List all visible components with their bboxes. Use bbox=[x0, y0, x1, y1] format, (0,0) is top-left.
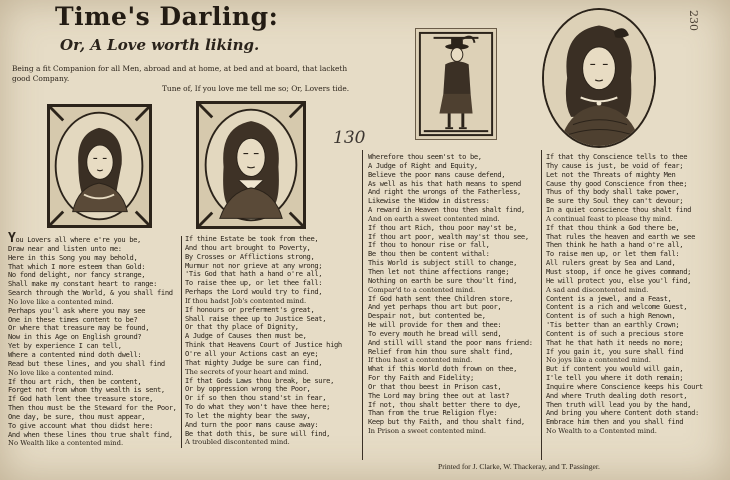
verse-line: That he that hath it needs no more; bbox=[546, 337, 684, 347]
tune-text: Tune of, If you love me tell me so; Or, Lovers tide. bbox=[162, 84, 350, 93]
verse-line: To raise thee up, or let thee fall: bbox=[185, 278, 323, 288]
verse-line: Be sure thy Soul they can't devour; bbox=[546, 196, 684, 206]
verse-line: Nothing on earth be sure thou'lt find, bbox=[368, 275, 517, 285]
verse-line: He will provide for them and thee: bbox=[368, 320, 502, 330]
man-wig-portrait-icon bbox=[196, 101, 306, 229]
verse-line: That rules the heaven and earth we see bbox=[546, 231, 695, 241]
verse-line: If thou to honour rise or fall, bbox=[368, 240, 490, 250]
verse-line: Shall make my constant heart to range: bbox=[8, 279, 157, 289]
verse-line: Then thou must be the Steward for the Poor, bbox=[8, 403, 177, 413]
verse-line: O're all your Actions cast an eye; bbox=[185, 348, 319, 358]
verse-line: Inquire where Conscience keeps his Court bbox=[546, 381, 703, 391]
verse-line: No Wealth to a Contented mind. bbox=[546, 427, 657, 436]
verse-line: If thou hast a contented mind. bbox=[368, 356, 473, 365]
verse-line: Or if so then thou stand'st in fear, bbox=[185, 393, 327, 403]
verse-line: Perhaps you'l ask where you may see bbox=[8, 305, 146, 315]
corner-number: 230 bbox=[687, 10, 700, 31]
verse-line: Draw near and listen unto me: bbox=[8, 243, 122, 253]
verse-line: Murmur not nor grieve at any wrong; bbox=[185, 260, 323, 270]
verse-line: A Judge of Right and Equity, bbox=[368, 160, 478, 170]
verse-line: The secrets of your heart and mind. bbox=[185, 367, 309, 376]
verse-line: Then truth will lead you by the hand, bbox=[546, 399, 692, 409]
verse-line: A reward in Heaven thou then shalt find, bbox=[368, 205, 525, 215]
verse-line: Content is of such a high Renown, bbox=[546, 311, 676, 321]
verse-line: To let the mighty bear the sway, bbox=[185, 410, 311, 420]
verse-line: 'Tis better than an earthly Crown; bbox=[546, 320, 680, 330]
handwritten-note: 130 bbox=[333, 128, 366, 148]
drop-capital: Y bbox=[8, 231, 16, 246]
verse-line: That mighty Judge be sure can find, bbox=[185, 357, 323, 367]
verse-line: Or where that treasure may be found, bbox=[8, 323, 150, 333]
verse-line: No love like a contented mind. bbox=[8, 297, 114, 306]
verse-line: In a quiet conscience thou shalt find bbox=[546, 205, 692, 215]
verse-line: Forget not from whom thy wealth is sent, bbox=[8, 385, 165, 395]
verse-line: Content is a rich and welcome Guest, bbox=[546, 302, 688, 312]
verse-line: 'Tis God that hath a hand o're all, bbox=[185, 269, 323, 279]
verse-line: Perhaps the Lord would try to find, bbox=[185, 287, 323, 297]
verse-line: And thou art brought to Poverty, bbox=[185, 242, 311, 252]
verse-line: The Lord may bring thee out at last? bbox=[368, 390, 510, 400]
verse-line: For thy Faith and Fidelity; bbox=[368, 373, 474, 383]
verse-line: In Prison a sweet contented mind. bbox=[368, 427, 486, 436]
verse-line: Then think he hath a hand o're all, bbox=[546, 240, 684, 250]
verse-line: But if content you would will gain, bbox=[546, 364, 684, 374]
verse-line: Must stoop, if once he gives command; bbox=[546, 266, 692, 276]
verse-line: Think that Heavens Court of Justice high bbox=[185, 340, 342, 350]
verse-line: Or that thou beest in Prison cast, bbox=[368, 381, 502, 391]
verse-line: Here in this Song you may behold, bbox=[8, 252, 138, 262]
verse-line: Or that thy place of Dignity, bbox=[185, 322, 299, 332]
verse-line: Embrace him then and you shall find bbox=[546, 417, 684, 427]
verse-line: If God hath lent thee treasure store, bbox=[8, 394, 154, 404]
verse-line: To give account what thou didst here: bbox=[8, 420, 154, 430]
verse-column-2 bbox=[185, 235, 342, 447]
verse-line: If thou art poor, wealth may'st thou see, bbox=[368, 231, 529, 241]
verse-line: That which I more esteem than Gold: bbox=[8, 261, 146, 271]
verse-line: As well as his that hath means to spend bbox=[368, 178, 521, 188]
column-divider bbox=[541, 150, 542, 460]
verse-line: Or by oppression wrong the Poor, bbox=[185, 384, 311, 394]
verse-line: Thy cause is just, be void of fear; bbox=[546, 160, 684, 170]
verse-line: And on earth a sweet contented mind. bbox=[368, 214, 500, 223]
verse-line: And yet perhaps thou art but poor, bbox=[368, 302, 502, 312]
ballad-title: Time's Darling: bbox=[55, 2, 279, 31]
verse-line: And where Truth dealing doth resort, bbox=[546, 390, 688, 400]
verse-line: If honours or preferment's great, bbox=[185, 304, 315, 314]
verse-line: And bring you where Content doth stand: bbox=[546, 408, 699, 418]
verse-line: Yet by experience I can tell, bbox=[8, 341, 122, 351]
verse-column-3 bbox=[368, 153, 533, 436]
verse-line: Where a contented mind doth dwell: bbox=[8, 349, 142, 359]
verse-line: Despair not, but contented be, bbox=[368, 311, 486, 321]
verse-line: Be that doth this, be sure will find, bbox=[185, 428, 331, 438]
verse-line: If that thy Conscience tells to thee bbox=[546, 152, 688, 161]
verse-line: One in these times content to be? bbox=[8, 314, 138, 324]
printer-imprint: Printed for J. Clarke, W. Thackeray, and T. Passinger. bbox=[438, 462, 600, 471]
verse-line: Then let not thine affections range; bbox=[368, 266, 510, 276]
verse-line: Thus of thy body shall take power, bbox=[546, 187, 680, 197]
verse-line: Than from the true Religion flye: bbox=[368, 408, 498, 418]
verse-line: Shall raise thee up to Justice Seat, bbox=[185, 313, 327, 323]
verse-line: One day, be sure, thou must appear, bbox=[8, 411, 146, 421]
verse-line: Wherefore thou seem'st to be, bbox=[368, 152, 482, 161]
verse-line: Read but these lines, and you shall find bbox=[8, 358, 165, 368]
verse-line: To raise men up, or let them fall: bbox=[546, 249, 680, 259]
verse-line: Relief from him thou sure shalt find, bbox=[368, 346, 514, 356]
verse-line: If thou art rich, then be content, bbox=[8, 376, 142, 386]
verse-line: What if this World doth frown on thee, bbox=[368, 364, 517, 374]
center-divider bbox=[362, 150, 363, 460]
verse-line: No Wealth like a contented mind. bbox=[8, 439, 124, 448]
verse-line: No joys like a contented mind. bbox=[546, 356, 651, 365]
verse-line: If that Gods Laws thou break, be sure, bbox=[185, 375, 334, 385]
verse-line: Likewise the Widow in distress: bbox=[368, 196, 490, 206]
verse-line: To every mouth he bread will send, bbox=[368, 328, 502, 338]
verse-line: Compar'd to a contented mind. bbox=[368, 285, 476, 294]
verse-column-4 bbox=[546, 153, 703, 436]
verse-line: A sad and discontented mind. bbox=[546, 285, 649, 294]
verse-line: By Crosses or Afflictions strong, bbox=[185, 251, 315, 261]
verse-line: If thou hadst Job's contented mind. bbox=[185, 296, 307, 305]
ballad-description bbox=[12, 64, 352, 94]
verse-line: Content is of such a precious store bbox=[546, 328, 684, 338]
verse-line: Content is a jewel, and a Feast, bbox=[546, 293, 672, 303]
lady-oval-portrait-icon bbox=[542, 8, 656, 148]
verse-line: Keep but thy Faith, and thou shalt find, bbox=[368, 417, 525, 427]
cavalier-figure-icon bbox=[415, 28, 497, 140]
ballad-subtitle: Or, A Love worth liking. bbox=[60, 36, 260, 54]
verse-line: A troubled discontented mind. bbox=[185, 438, 290, 447]
verse-line: Let not the Threats of mighty Men bbox=[546, 169, 676, 179]
verse-line: To do what they won't have thee here; bbox=[185, 402, 331, 412]
description-text: Being a fit Companion for all Men, abroad and at home, at bed and at board, that lacketh good Company. bbox=[12, 64, 348, 83]
verse-line: And right the wrongs of the Fatherless, bbox=[368, 187, 521, 197]
verse-line: I'le tell you where it doth remain; bbox=[546, 373, 684, 383]
verse-line: And still will stand the poor mans friend: bbox=[368, 337, 533, 347]
woman-portrait-icon bbox=[47, 104, 152, 228]
verse-line: All rulers great by Sea and Land, bbox=[546, 258, 676, 268]
verse-line: A continual feast to please thy mind. bbox=[546, 214, 673, 223]
verse-line: And when these lines thou true shalt find, bbox=[8, 429, 173, 439]
verse-line: And turn the poor mans cause away: bbox=[185, 419, 319, 429]
verse-line: No love like a contented mind. bbox=[8, 368, 114, 377]
verse-line: He will protect you, else you'l find, bbox=[546, 275, 692, 285]
verse-line: A Judge of Causes then must be, bbox=[185, 331, 307, 341]
verse-line: If that thou think a God there be, bbox=[546, 222, 680, 232]
verse-line: If not, thou shalt better there to dye, bbox=[368, 399, 521, 409]
verse-line: No fond delight, nor fancy strange, bbox=[8, 270, 146, 280]
column-divider bbox=[181, 236, 182, 448]
verse-line: Believe the poor mans cause defend, bbox=[368, 169, 506, 179]
verse-line: Cause thy good Conscience from thee; bbox=[546, 178, 688, 188]
verse-line: Search through the World, & you shall find bbox=[8, 288, 173, 298]
verse-line: If you gain it, you sure shall find bbox=[546, 346, 684, 356]
verse-line-text: ou Lovers all where e're you be, bbox=[15, 235, 141, 244]
verse-line: Now in this Age on English ground? bbox=[8, 332, 142, 342]
verse-line: If thine Estate be took from thee, bbox=[185, 234, 319, 243]
verse-line: This World is subject still to change, bbox=[368, 258, 517, 268]
verse-line: If thou art Rich, thou poor may'st be, bbox=[368, 222, 517, 232]
verse-column-1 bbox=[8, 231, 177, 448]
verse-line: If God hath sent thee Children store, bbox=[368, 293, 514, 303]
verse-line: Be thou then be content withal: bbox=[368, 249, 490, 259]
